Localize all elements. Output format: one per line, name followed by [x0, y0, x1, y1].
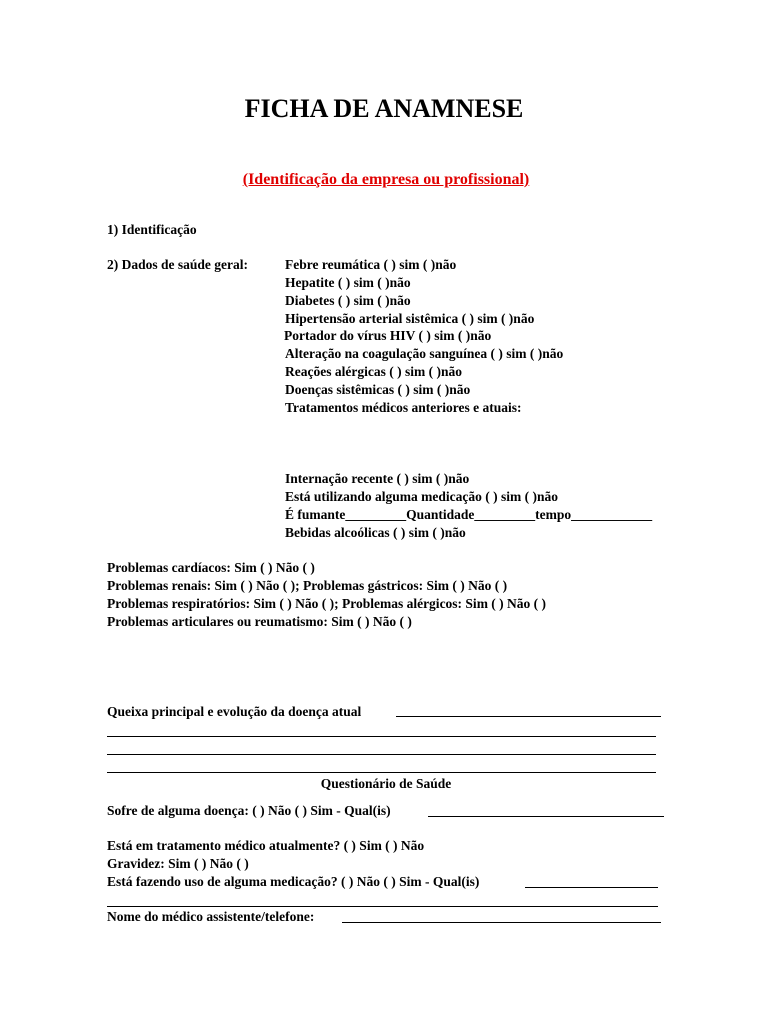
health-item-hepatitis: Hepatite ( ) sim ( )não: [285, 275, 411, 290]
medication-extra-line[interactable]: [107, 906, 658, 907]
document-subtitle: (Identificação da empresa ou profissional): [242, 171, 530, 188]
doctor-answer-line[interactable]: [342, 922, 661, 923]
health-item-alcohol: Bebidas alcoólicas ( ) sim ( )não: [285, 525, 466, 540]
health-item-coagulation: Alteração na coagulação sanguínea ( ) sim ( )não: [285, 346, 564, 361]
problems-cardiac: Problemas cardíacos: Sim ( ) Não ( ): [107, 560, 315, 575]
section-health-label: 2) Dados de saúde geral:: [107, 257, 248, 272]
document-title: FICHA DE ANAMNESE: [244, 94, 524, 123]
health-item-hiv: Portador do vírus HIV ( ) sim ( )não: [284, 328, 492, 343]
problems-respiratory-allergic: Problemas respiratórios: Sim ( ) Não ( ); Problemas alérgicos: Sim ( ) Não ( ): [107, 596, 547, 611]
complaint-label: Queixa principal e evolução da doença atual: [107, 704, 362, 719]
health-item-hypertension: Hipertensão arterial sistêmica ( ) sim ( )não: [285, 311, 535, 326]
question-disease: Sofre de alguma doença: ( ) Não ( ) Sim - Qual(is): [107, 803, 391, 818]
health-item-hospitalization: Internação recente ( ) sim ( )não: [285, 471, 470, 486]
disease-answer-line[interactable]: [428, 816, 664, 817]
health-item-medication: Está utilizando alguma medicação ( ) sim ( )não: [285, 489, 558, 504]
question-pregnancy: Gravidez: Sim ( ) Não ( ): [107, 856, 249, 871]
health-item-treatments: Tratamentos médicos anteriores e atuais:: [285, 400, 522, 415]
problems-renal-gastric: Problemas renais: Sim ( ) Não ( ); Problemas gástricos: Sim ( ) Não ( ): [107, 578, 508, 593]
questionnaire-title: Questionário de Saúde: [320, 776, 452, 791]
complaint-line[interactable]: [396, 716, 661, 717]
problems-articular: Problemas articulares ou reumatismo: Sim ( ) Não ( ): [107, 614, 412, 629]
health-item-smoker: É fumante_________Quantidade_________tempo____________: [285, 507, 653, 522]
section-identification: 1) Identificação: [107, 222, 197, 237]
health-item-allergic-reactions: Reações alérgicas ( ) sim ( )não: [285, 364, 462, 379]
complaint-line[interactable]: [107, 754, 656, 755]
medication-answer-line[interactable]: [525, 887, 658, 888]
question-medication: Está fazendo uso de alguma medicação? ( ) Não ( ) Sim - Qual(is): [107, 874, 480, 889]
question-treatment: Está em tratamento médico atualmente? ( ) Sim ( ) Não: [107, 838, 425, 853]
doctor-label: Nome do médico assistente/telefone:: [107, 909, 315, 924]
health-item-systemic-diseases: Doenças sistêmicas ( ) sim ( )não: [285, 382, 471, 397]
complaint-line[interactable]: [107, 736, 656, 737]
complaint-line[interactable]: [107, 772, 656, 773]
health-item-diabetes: Diabetes ( ) sim ( )não: [285, 293, 411, 308]
health-item-rheumatic-fever: Febre reumática ( ) sim ( )não: [285, 257, 457, 272]
